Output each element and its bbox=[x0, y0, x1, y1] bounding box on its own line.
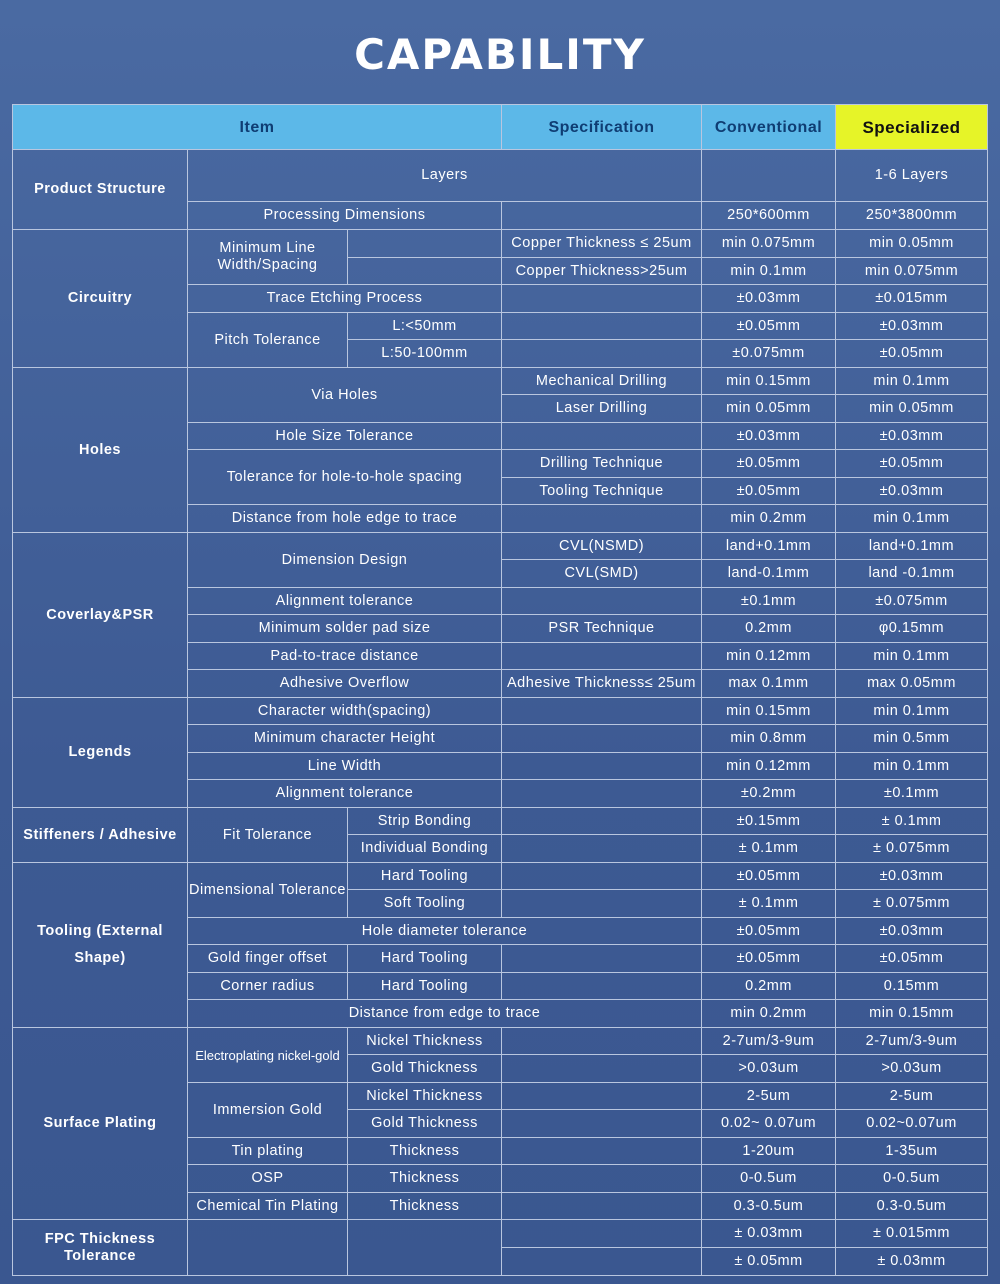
item-label: Dimensional Tolerance bbox=[188, 863, 348, 918]
specialized-value: min 0.1mm bbox=[836, 368, 988, 395]
conventional-value: ±0.05mm bbox=[702, 918, 836, 945]
spec-cell bbox=[502, 780, 702, 808]
conventional-value: 0.02~ 0.07um bbox=[702, 1110, 836, 1138]
sub-label: Hard Tooling bbox=[348, 973, 502, 1000]
spec-cell bbox=[502, 1165, 702, 1193]
specialized-value: min 0.1mm bbox=[836, 753, 988, 780]
spec-cell bbox=[502, 423, 702, 450]
spec-cell bbox=[502, 1028, 702, 1055]
spec-cell bbox=[502, 313, 702, 340]
sub-label: Thickness bbox=[348, 1165, 502, 1193]
spec-cell bbox=[502, 725, 702, 753]
item-label: Processing Dimensions bbox=[188, 202, 502, 230]
specialized-value: 2-5um bbox=[836, 1083, 988, 1110]
specialized-value: ± 0.075mm bbox=[836, 890, 988, 918]
specialized-value: ±0.03mm bbox=[836, 863, 988, 890]
table-row bbox=[13, 230, 988, 258]
specialized-value: min 0.1mm bbox=[836, 643, 988, 670]
spec-cell bbox=[502, 505, 702, 533]
specialized-value: land -0.1mm bbox=[836, 560, 988, 588]
conventional-value: 1-6 Layers bbox=[836, 150, 988, 202]
item-label: Minimum solder pad size bbox=[188, 615, 502, 643]
conventional-value: land+0.1mm bbox=[702, 533, 836, 560]
spec-cell: PSR Technique bbox=[502, 615, 702, 643]
conventional-value: ±0.03mm bbox=[702, 423, 836, 450]
header-conventional: Conventional bbox=[702, 105, 836, 150]
category-product-structure: Product Structure bbox=[13, 150, 188, 230]
table-row bbox=[13, 863, 988, 890]
conventional-value: ± 0.05mm bbox=[702, 1248, 836, 1276]
specialized-value: ± 0.1mm bbox=[836, 808, 988, 835]
item-label: Line Width bbox=[188, 753, 502, 780]
specialized-value: land+0.1mm bbox=[836, 533, 988, 560]
specialized-value: ±0.015mm bbox=[836, 285, 988, 313]
item-label: Adhesive Overflow bbox=[188, 670, 502, 698]
spec-cell bbox=[502, 1110, 702, 1138]
sub-label: Individual Bonding bbox=[348, 835, 502, 863]
sub-label: L:<50mm bbox=[348, 313, 502, 340]
item-label: Trace Etching Process bbox=[188, 285, 502, 313]
header-specialized: Specialized bbox=[836, 105, 988, 150]
spec-cell bbox=[502, 340, 702, 368]
spec-cell bbox=[502, 863, 702, 890]
header-row bbox=[13, 105, 988, 150]
specialized-value: 1-35um bbox=[836, 1138, 988, 1165]
item-label: Pitch Tolerance bbox=[188, 313, 348, 368]
conventional-value: ±0.05mm bbox=[702, 313, 836, 340]
conventional-value: max 0.1mm bbox=[702, 670, 836, 698]
category-legends: Legends bbox=[13, 698, 188, 808]
conventional-value: 2-5um bbox=[702, 1083, 836, 1110]
item-label: Character width(spacing) bbox=[188, 698, 502, 725]
conventional-value: 0.3-0.5um bbox=[702, 1193, 836, 1220]
spec-cell bbox=[702, 150, 836, 202]
table-row bbox=[13, 368, 988, 395]
specialized-value: ±0.1mm bbox=[836, 780, 988, 808]
conventional-value: ±0.05mm bbox=[702, 450, 836, 478]
conventional-value: min 0.075mm bbox=[702, 230, 836, 258]
item-label: Pad-to-trace distance bbox=[188, 643, 502, 670]
specialized-value: ±0.075mm bbox=[836, 588, 988, 615]
item-label: Layers bbox=[188, 150, 702, 202]
category-surface-plating: Surface Plating bbox=[13, 1028, 188, 1220]
conventional-value: min 0.05mm bbox=[702, 395, 836, 423]
specialized-value: ±0.03mm bbox=[836, 423, 988, 450]
item-label bbox=[188, 1220, 348, 1276]
conventional-value: 0.2mm bbox=[702, 973, 836, 1000]
table-row bbox=[13, 150, 988, 202]
page-title: CAPABILITY bbox=[354, 30, 646, 79]
table-row bbox=[13, 698, 988, 725]
specialized-value: ± 0.03mm bbox=[836, 1248, 988, 1276]
spec-cell bbox=[502, 588, 702, 615]
specialized-value: ±0.03mm bbox=[836, 478, 988, 505]
table-row bbox=[13, 1028, 988, 1055]
conventional-value: min 0.15mm bbox=[702, 698, 836, 725]
item-label: Immersion Gold bbox=[188, 1083, 348, 1138]
item-label: Tolerance for hole-to-hole spacing bbox=[188, 450, 502, 505]
specialized-value: 0-0.5um bbox=[836, 1165, 988, 1193]
sub-label: Nickel Thickness bbox=[348, 1083, 502, 1110]
item-label: Gold finger offset bbox=[188, 945, 348, 973]
specialized-value: φ0.15mm bbox=[836, 615, 988, 643]
conventional-value: 250*600mm bbox=[702, 202, 836, 230]
sub-cell bbox=[348, 258, 502, 285]
specialized-value: min 0.05mm bbox=[836, 230, 988, 258]
conventional-value: >0.03um bbox=[702, 1055, 836, 1083]
specialized-value: ±0.05mm bbox=[836, 945, 988, 973]
conventional-value: ±0.1mm bbox=[702, 588, 836, 615]
specialized-value: >0.03um bbox=[836, 1055, 988, 1083]
specialized-value: 0.02~0.07um bbox=[836, 1110, 988, 1138]
specialized-value: max 0.05mm bbox=[836, 670, 988, 698]
category-circuitry: Circuitry bbox=[13, 230, 188, 368]
conventional-value: ±0.05mm bbox=[702, 478, 836, 505]
sub-label: L:50-100mm bbox=[348, 340, 502, 368]
sub-label: Thickness bbox=[348, 1138, 502, 1165]
item-label: OSP bbox=[188, 1165, 348, 1193]
header-specification: Specification bbox=[502, 105, 702, 150]
conventional-value: min 0.1mm bbox=[702, 258, 836, 285]
spec-cell: Adhesive Thickness≤ 25um bbox=[502, 670, 702, 698]
conventional-value: 1-20um bbox=[702, 1138, 836, 1165]
spec-cell: Drilling Technique bbox=[502, 450, 702, 478]
specialized-value: 250*3800mm bbox=[836, 202, 988, 230]
specialized-value: min 0.075mm bbox=[836, 258, 988, 285]
item-label: Distance from hole edge to trace bbox=[188, 505, 502, 533]
spec-cell bbox=[502, 1138, 702, 1165]
sub-label: Soft Tooling bbox=[348, 890, 502, 918]
spec-cell bbox=[502, 753, 702, 780]
item-label: Alignment tolerance bbox=[188, 588, 502, 615]
specialized-value: ± 0.015mm bbox=[836, 1220, 988, 1248]
spec-cell bbox=[502, 1248, 702, 1276]
item-label: Hole Size Tolerance bbox=[188, 423, 502, 450]
item-label: Minimum Line Width/Spacing bbox=[188, 230, 348, 285]
conventional-value: land-0.1mm bbox=[702, 560, 836, 588]
specialized-value: min 0.15mm bbox=[836, 1000, 988, 1028]
spec-cell bbox=[502, 808, 702, 835]
category-fpc-thickness-tolerance: FPC Thickness Tolerance bbox=[13, 1220, 188, 1276]
table-row bbox=[13, 533, 988, 560]
sub-label: Strip Bonding bbox=[348, 808, 502, 835]
specialized-value: min 0.05mm bbox=[836, 395, 988, 423]
item-label: Via Holes bbox=[188, 368, 502, 423]
item-label: Corner radius bbox=[188, 973, 348, 1000]
spec-cell bbox=[502, 890, 702, 918]
spec-cell: Tooling Technique bbox=[502, 478, 702, 505]
spec-cell bbox=[502, 1193, 702, 1220]
conventional-value: min 0.12mm bbox=[702, 643, 836, 670]
item-label: Minimum character Height bbox=[188, 725, 502, 753]
conventional-value: min 0.12mm bbox=[702, 753, 836, 780]
specialized-value: min 0.1mm bbox=[836, 698, 988, 725]
item-label: Tin plating bbox=[188, 1138, 348, 1165]
specialized-value: ±0.03mm bbox=[836, 313, 988, 340]
item-label: Fit Tolerance bbox=[188, 808, 348, 863]
conventional-value: min 0.15mm bbox=[702, 368, 836, 395]
spec-cell bbox=[502, 285, 702, 313]
sub-label: Gold Thickness bbox=[348, 1110, 502, 1138]
sub-label: Nickel Thickness bbox=[348, 1028, 502, 1055]
conventional-value: ±0.05mm bbox=[702, 863, 836, 890]
category-tooling: Tooling (External Shape) bbox=[13, 863, 188, 1028]
table-row bbox=[13, 808, 988, 835]
category-stiffeners-adhesive: Stiffeners / Adhesive bbox=[13, 808, 188, 863]
spec-cell: Mechanical Drilling bbox=[502, 368, 702, 395]
item-label: Distance from edge to trace bbox=[188, 1000, 702, 1028]
spec-cell: CVL(NSMD) bbox=[502, 533, 702, 560]
sub-cell bbox=[348, 230, 502, 258]
conventional-value: 0.2mm bbox=[702, 615, 836, 643]
specialized-value: ±0.05mm bbox=[836, 450, 988, 478]
item-label: Hole diameter tolerance bbox=[188, 918, 702, 945]
specialized-value: 2-7um/3-9um bbox=[836, 1028, 988, 1055]
item-label: Dimension Design bbox=[188, 533, 502, 588]
spec-cell: Laser Drilling bbox=[502, 395, 702, 423]
spec-cell: CVL(SMD) bbox=[502, 560, 702, 588]
item-label: Chemical Tin Plating bbox=[188, 1193, 348, 1220]
item-label: Electroplating nickel-gold bbox=[188, 1028, 348, 1083]
conventional-value: 2-7um/3-9um bbox=[702, 1028, 836, 1055]
sub-label: Hard Tooling bbox=[348, 863, 502, 890]
spec-cell bbox=[502, 202, 702, 230]
spec-cell bbox=[502, 643, 702, 670]
specialized-value: 0.15mm bbox=[836, 973, 988, 1000]
specialized-value: min 0.5mm bbox=[836, 725, 988, 753]
conventional-value: ± 0.1mm bbox=[702, 890, 836, 918]
conventional-value: min 0.2mm bbox=[702, 505, 836, 533]
conventional-value: ±0.15mm bbox=[702, 808, 836, 835]
conventional-value: ±0.075mm bbox=[702, 340, 836, 368]
specialized-value: ± 0.075mm bbox=[836, 835, 988, 863]
spec-cell: Copper Thickness>25um bbox=[502, 258, 702, 285]
category-holes: Holes bbox=[13, 368, 188, 533]
spec-cell bbox=[502, 1083, 702, 1110]
sub-label: Thickness bbox=[348, 1193, 502, 1220]
spec-cell bbox=[502, 835, 702, 863]
conventional-value: ±0.05mm bbox=[702, 945, 836, 973]
conventional-value: min 0.8mm bbox=[702, 725, 836, 753]
sub-label: Gold Thickness bbox=[348, 1055, 502, 1083]
conventional-value: ±0.03mm bbox=[702, 285, 836, 313]
spec-cell bbox=[502, 1055, 702, 1083]
spec-cell bbox=[502, 945, 702, 973]
category-coverlay-psr: Coverlay&PSR bbox=[13, 533, 188, 698]
sub-label: Hard Tooling bbox=[348, 945, 502, 973]
specialized-value: ±0.05mm bbox=[836, 340, 988, 368]
specialized-value: ±0.03mm bbox=[836, 918, 988, 945]
conventional-value: ± 0.1mm bbox=[702, 835, 836, 863]
conventional-value: 0-0.5um bbox=[702, 1165, 836, 1193]
header-item: Item bbox=[13, 105, 502, 150]
table-row bbox=[13, 1220, 988, 1248]
spec-cell: Copper Thickness ≤ 25um bbox=[502, 230, 702, 258]
spec-cell bbox=[502, 698, 702, 725]
conventional-value: ±0.2mm bbox=[702, 780, 836, 808]
spec-cell bbox=[502, 973, 702, 1000]
sub-label bbox=[348, 1220, 502, 1276]
item-label: Alignment tolerance bbox=[188, 780, 502, 808]
conventional-value: ± 0.03mm bbox=[702, 1220, 836, 1248]
specialized-value: min 0.1mm bbox=[836, 505, 988, 533]
conventional-value: min 0.2mm bbox=[702, 1000, 836, 1028]
capability-table bbox=[12, 104, 988, 1276]
spec-cell bbox=[502, 1220, 702, 1248]
specialized-value: 0.3-0.5um bbox=[836, 1193, 988, 1220]
